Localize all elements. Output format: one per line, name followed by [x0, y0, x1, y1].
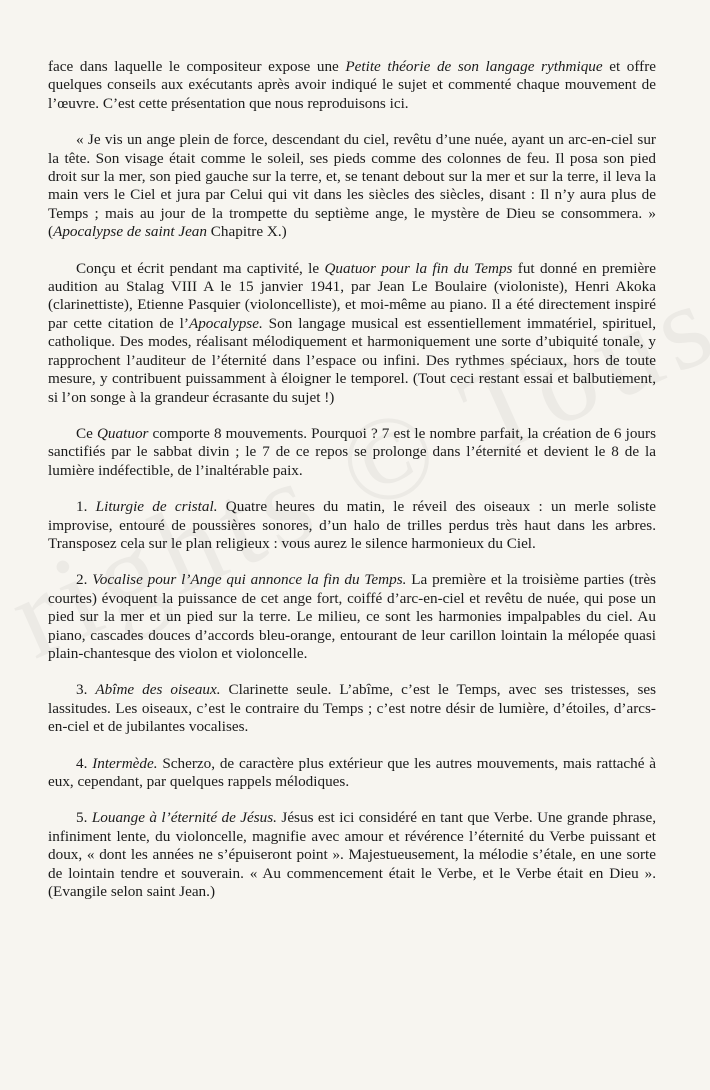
italic-title: Quatuor [96, 424, 149, 442]
text-run: 3. [76, 681, 96, 699]
text-run: 4. [76, 754, 93, 772]
paragraph-apocalypse-quote [48, 131, 656, 241]
text-run: comporte 8 mouvements. Pourquoi ? 7 est le nombre parfait, la création de 6 jours sanctifiés par le sabbat divin ; le 7 de ce repos se prolonge dans l’éternité et devient le 8 de la lumière indéfectible, de l’inaltérable paix. [48, 424, 656, 479]
text-run: 1. [76, 498, 96, 516]
text-run: Son langage musical est essentiellement immatériel, spirituel, catholique. Des modes, réalisant mélodiquement et harmoniquement une sorte d’ubiquité tonale, y rapprochent l’auditeur de l’éternité dans l’espace ou infini. Des rythmes spéciaux, hors de toute mesure, y contribuent puissamment à éloigner le temporel. (Tout ceci restant essai et balbutiement, si l’on songe à la grandeur écrasante du sujet !) [48, 314, 656, 406]
text-run: Ce [76, 424, 97, 442]
text-run: « Je vis un ange plein de force, descendant du ciel, revêtu d’une nuée, ayant un arc-en-ciel sur la tête. Son visage était comme le soleil, ses pieds comme des colonnes de feu. Il posa son pied droit sur la mer, son pied gauche sur la terre, et, se tenant debout sur la mer et sur la terre, il leva la main vers le Ciel et jura par Celui qui vit dans les siècles des siècles, disant : Il n’y aura plus de Temps ; mais au jour de la trompette du septième ange, le mystère de Dieu se consommera. » ( [48, 131, 656, 241]
paragraph-intro-continued [48, 58, 656, 113]
italic-title: Apocalypse de saint Jean [53, 223, 207, 241]
text-run: Clarinette seule. L’abîme, c’est le Temps, avec ses tristesses, ses lassitudes. Les oiseaux, c’est le contraire du Temps ; c’est notre désir de lumière, d’étoiles, d’arcs-en-ciel et de jubilantes vocalises. [48, 681, 657, 736]
paragraph-movement-5 [48, 809, 656, 901]
paragraph-eight-movements [48, 425, 656, 480]
italic-title: Petite théorie de son langage rythmique [345, 58, 603, 75]
italic-title: Abîme des oiseaux. [95, 681, 221, 699]
italic-title: Vocalise pour l’Ange qui annonce la fin du Temps. [92, 571, 407, 589]
text-run: Quatre heures du matin, le réveil des oiseaux : un merle soliste improvise, entouré de poussières sonores, d’un halo de trilles perdus très haut dans les arbres. Transposez cela sur le plan religieux : vous aurez le silence harmonieux du Ciel. [48, 498, 657, 552]
document-body [48, 58, 656, 901]
text-run: Chapitre X.) [207, 223, 287, 241]
paragraph-composition [48, 260, 656, 407]
paragraph-movement-3 [48, 681, 656, 736]
italic-title: Liturgie de cristal. [95, 498, 218, 516]
italic-title: Intermède. [92, 754, 158, 772]
paragraph-movement-4 [48, 755, 656, 792]
text-run: 2. [76, 571, 93, 589]
text-run: La première et la troisième parties (très courtes) évoquent la puissance de cet ange fort, coiffé d’arc-en-ciel et revêtu de nuée, qui pose un pied sur la mer et un pied sur la terre. Le milieu, ce sont les harmonies impalpables du ciel. Au piano, cascades douces d’accords bleu-orange, entourant de leur carillon lointain la mélopée quasi plain-chantesque des violon et violoncelle. [48, 571, 656, 662]
text-run: fut donné en première audition au Stalag VIII A le 15 janvier 1941, par Jean Le Boulaire (violoniste), Henri Akoka (clarinettiste), Etienne Pasquier (violoncelliste), et moi-même au piano. Il a été directement inspiré par cette citation de l’ [48, 259, 656, 332]
italic-title: Quatuor pour la fin du Temps [324, 259, 513, 277]
paragraph-movement-2 [48, 571, 656, 663]
paragraph-movement-1 [48, 498, 656, 553]
text-run: Conçu et écrit pendant ma captivité, le [76, 259, 325, 277]
text-run: face dans laquelle le compositeur expose une [48, 58, 346, 75]
italic-title: Apocalypse. [188, 314, 263, 332]
text-run: Scherzo, de caractère plus extérieur que les autres mouvements, mais rattaché à eux, cependant, par quelques rappels mélodiques. [48, 754, 657, 790]
italic-title: Louange à l’éternité de Jésus. [91, 809, 277, 827]
text-run: 5. [76, 809, 92, 827]
text-run: et offre quelques conseils aux exécutants après avoir indiqué le sujet et commenté chaque mouvement de l’œuvre. C’est cette présentation que nous reproduisons ici. [48, 58, 656, 112]
text-run: Jésus est ici considéré en tant que Verbe. Une grande phrase, infiniment lente, du violoncelle, magnifie avec amour et révérence l’éternité du Verbe puissant et doux, « dont les années ne s’épuiseront point ». Majestueusement, la mélodie s’étale, en une sorte de lointain tendre et souverain. « Au commencement était le Verbe, et le Verbe était en Dieu ». (Evangile selon saint Jean.) [48, 809, 657, 901]
